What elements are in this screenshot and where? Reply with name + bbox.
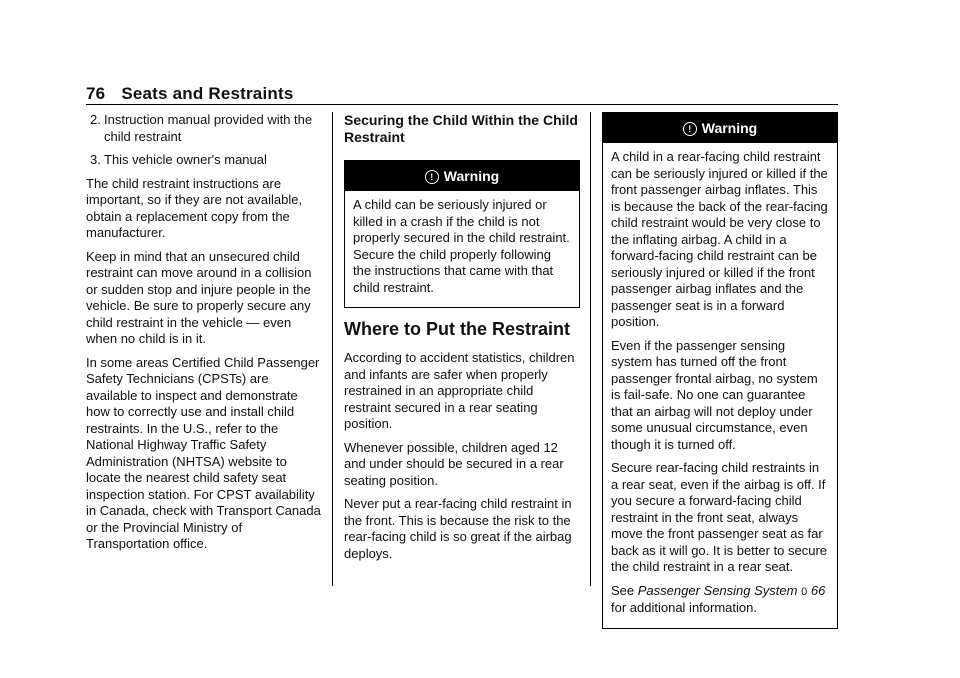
column-1	[86, 112, 323, 560]
list-item	[86, 112, 323, 145]
warning-box	[344, 160, 580, 308]
cross-reference-page[interactable]: 66	[810, 582, 826, 598]
warning-body	[345, 191, 579, 307]
warning-icon: !	[683, 122, 697, 136]
list-item-text: This vehicle owner's manual	[104, 152, 267, 167]
paragraph: Keep in mind that an unsecured child restraint can move around in a collision or sudden stop and injure people in the vehicle. Be sure to properly secure any child restraint in the vehicle — even when no child is in it.	[86, 248, 312, 346]
warning-text: Even if the passenger sensing system has turned off the front passenger frontal airbag, no system is fail-safe. No one can guarantee that an airbag will not deploy under some unusual circumstance, even though it is turned off.	[611, 337, 818, 452]
list-item	[86, 152, 323, 169]
warning-header	[345, 161, 579, 191]
warning-header	[603, 113, 837, 143]
column-divider	[332, 112, 333, 586]
page-number: 76	[86, 84, 106, 103]
warning-box	[602, 112, 838, 629]
warning-title: Warning	[443, 168, 500, 184]
list-item-number: 2.	[90, 112, 101, 127]
page-header	[86, 84, 294, 104]
section-heading: Where to Put the Restraint	[344, 319, 571, 339]
warning-icon: !	[425, 170, 439, 184]
warning-text: A child in a rear-facing child restraint can be seriously injured or killed if the front passenger airbag inflates. This is because the back of the rear-facing child restraint would be very close to the inflating airbag. A child in a forward-facing child restraint can be seriously injured or killed if the front passenger airbag inflates and the passenger seat is in a forward position.	[611, 149, 828, 329]
see-suffix: for additional information.	[611, 600, 757, 615]
see-prefix: See	[611, 582, 635, 598]
paragraph: Whenever possible, children aged 12 and under should be secured in a rear seating position.	[344, 439, 564, 488]
cross-reference-arrow: 0	[801, 585, 808, 598]
see-also	[611, 583, 829, 617]
paragraph: According to accident statistics, children and infants are safer when properly restrained in an appropriate child restraint secured in a rear seating position.	[344, 350, 575, 431]
list-item-number: 3.	[90, 152, 101, 167]
warning-title: Warning	[701, 120, 758, 136]
header-rule	[86, 104, 838, 105]
column-2	[344, 112, 580, 569]
column-divider	[590, 112, 591, 586]
paragraph: In some areas Certified Child Passenger Safety Technicians (CPSTs) are available to inspect and demonstrate how to correctly use and install child restraints. In the U.S., refer to the National Highway Traffic Safety Administration (NHTSA) website to locate the nearest child safety seat inspection station. For CPST availability in Canada, check with Transport Canada or the Provincial Ministry of Transportation office.	[86, 354, 321, 551]
paragraph: The child restraint instructions are important, so if they are not available, obtain a replacement copy from the manufacturer.	[86, 175, 303, 240]
warning-text: Secure rear-facing child restraints in a rear seat, even if the airbag is off. If you secure a forward-facing child restraint in the front seat, always move the front passenger seat as far back as it will go. It is better to secure the child restraint in a rear seat.	[611, 460, 828, 574]
cross-reference-link[interactable]: Passenger Sensing System	[637, 582, 798, 598]
column-3	[602, 112, 838, 637]
sub-heading: Securing the Child Within the Child Restraint	[344, 112, 578, 145]
warning-text: A child can be seriously injured or killed in a crash if the child is not properly secured in the child restraint. Secure the child properly following the instructions that came with that child restraint.	[353, 197, 570, 295]
paragraph: Never put a rear-facing child restraint in the front. This is because the risk to the rear-facing child is so great if the airbag deploys.	[344, 496, 572, 561]
list-item-text: Instruction manual provided with the child restraint	[104, 112, 313, 144]
section-title: Seats and Restraints	[121, 84, 294, 103]
warning-body	[603, 143, 837, 628]
